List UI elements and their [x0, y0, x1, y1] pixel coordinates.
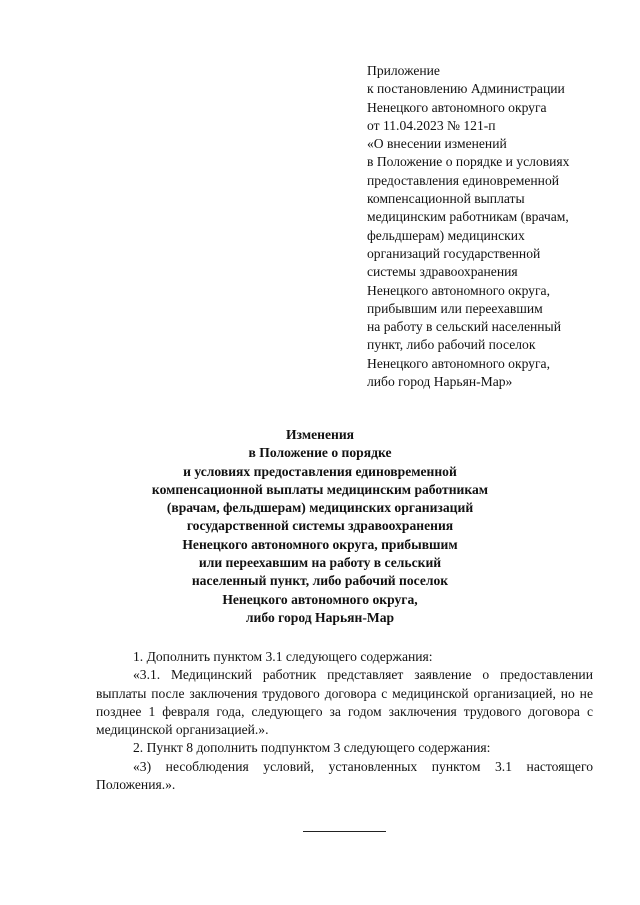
paragraph-item-1: 1. Дополнить пунктом 3.1 следующего содержания:	[133, 649, 433, 664]
appendix-line: Ненецкого автономного округа,	[367, 355, 550, 371]
title-line: государственной системы здравоохранения	[186, 518, 454, 534]
appendix-line: предоставления единовременной	[367, 172, 560, 188]
title-line: или переехавшим на работу в сельский	[198, 555, 442, 571]
paragraph-item-1-text: «3.1. Медицинский работник представляет заявление о предоставлении выплаты после заключения трудового договора с медицинской организацией, но не позднее 1 февраля года, следующего за годом заключения трудового договора с медицинской организацией.».	[96, 667, 593, 738]
paragraph-item-2: 2. Пункт 8 дополнить подпунктом 3 следующего содержания:	[133, 740, 491, 756]
appendix-line: организаций государственной	[367, 245, 541, 261]
title-line: Ненецкого автономного округа, прибывшим	[182, 536, 458, 552]
appendix-line: Ненецкого автономного округа	[367, 99, 547, 115]
appendix-line: либо город Нарьян-Мар»	[367, 374, 513, 390]
title-line: в Положение о порядке	[248, 445, 392, 461]
appendix-line: в Положение о порядке и условиях	[367, 154, 570, 170]
appendix-line: пункт, либо рабочий поселок	[367, 337, 536, 353]
appendix-line: от 11.04.2023 № 121-п	[367, 117, 496, 133]
title-line: Изменения	[285, 427, 355, 442]
appendix-line: «О внесении изменений	[367, 136, 507, 152]
title-line: населенный пункт, либо рабочий поселок	[191, 573, 449, 589]
document-title	[60, 426, 580, 627]
end-divider	[303, 831, 386, 832]
title-line: компенсационной выплаты медицинским работникам	[151, 481, 489, 497]
document-body	[96, 648, 593, 794]
title-line: либо город Нарьян-Мар	[245, 609, 395, 625]
appendix-line: медицинским работникам (врачам,	[367, 209, 569, 225]
appendix-line: системы здравоохранения	[367, 264, 518, 280]
paragraph-item-2-text: «3) несоблюдения условий, установленных пунктом 3.1 настоящего Положения.».	[96, 758, 593, 793]
appendix-line: прибывшим или переехавшим	[367, 300, 543, 316]
appendix-line: к постановлению Администрации	[367, 81, 565, 97]
appendix-line: Приложение	[367, 63, 440, 78]
appendix-line: компенсационной выплаты	[367, 191, 525, 207]
title-line: Ненецкого автономного округа,	[222, 591, 418, 607]
appendix-line: Ненецкого автономного округа,	[367, 282, 550, 298]
title-line: и условиях предоставления единовременной	[183, 463, 457, 479]
appendix-line: фельдшерам) медицинских	[367, 227, 525, 243]
title-line: (врачам, фельдшерам) медицинских организаций	[166, 500, 474, 516]
appendix-header	[367, 62, 632, 391]
appendix-line: на работу в сельский населенный	[367, 319, 561, 335]
